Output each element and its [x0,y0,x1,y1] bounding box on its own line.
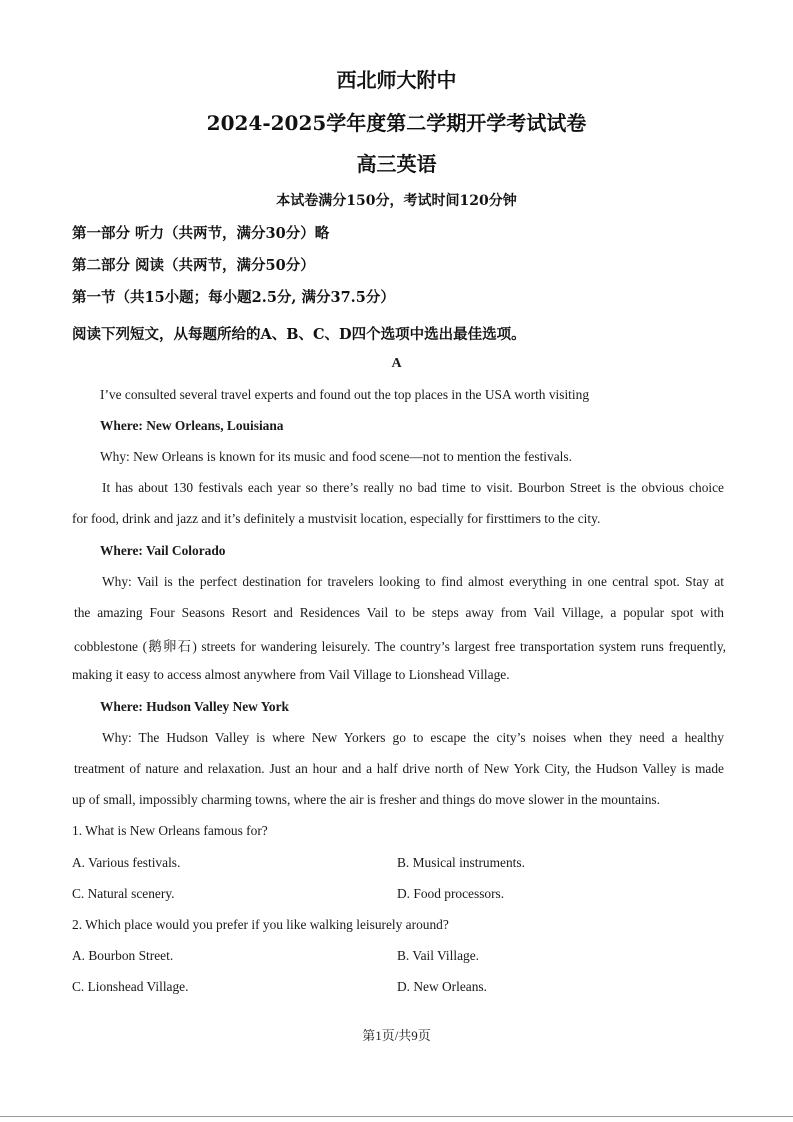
option-a: A. Various festivals. [72,855,181,870]
question-stem: 1. What is New Orleans famous for? [72,823,268,838]
option-d: D. Food processors. [397,886,505,901]
option-d: D. New Orleans. [397,979,487,994]
option-b: B. Musical instruments. [397,855,525,870]
passage-label: A [391,356,402,371]
place-where: Where: Hudson Valley New York [100,699,289,714]
paragraph-line: cobblestone (鹅卵石) streets for wandering leisurely. The country’s largest free transportation system runs frequently, [74,639,726,654]
paragraph-line: treatment of nature and relaxation. Just an hour and a half drive north of New York City, the Hudson Valley is made [74,761,724,776]
paragraph-line: Why: Vail is the perfect destination for travelers looking to find almost everything in one central spot. Stay at [102,574,724,589]
paragraph-line: up of small, impossibly charming towns, where the air is fresher and things do move slower in the mountains. [72,792,660,807]
option-a: A. Bourbon Street. [72,948,174,963]
place-where: Where: New Orleans, Louisiana [100,418,284,433]
section1-heading: 第一节（共15小题；每小题2.5分, 满分37.5分） [72,289,395,306]
score-info: 本试卷满分150分，考试时间120分钟 [276,193,517,209]
part1-heading: 第一部分 听力（共两节，满分30分）略 [72,225,330,242]
paragraph-line: for food, drink and jazz and it’s definitely a mustvisit location, especially for firsttimers to the city. [72,511,601,526]
option-b: B. Vail Village. [397,948,480,963]
option-c: C. Natural scenery. [72,886,175,901]
part2-heading: 第二部分 阅读（共两节，满分50分） [72,257,315,274]
option-c: C. Lionshead Village. [72,979,189,994]
paragraph-line: making it easy to access almost anywhere from Vail Village to Lionshead Village. [72,667,510,682]
paragraph-line: Why: The Hudson Valley is where New Yorkers go to escape the city’s noises when they need a healthy [102,730,724,745]
paragraph-line: It has about 130 festivals each year so there’s really no bad time to visit. Bourbon Street is the obvious choice [102,480,724,495]
subject-title: 高三英语 [356,152,437,176]
passage-intro: I’ve consulted several travel experts and found out the top places in the USA worth visiting [100,387,590,402]
school-name: 西北师大附中 [336,68,457,92]
place-why: Why: New Orleans is known for its music and food scene—not to mention the festivals. [100,449,572,464]
question-stem: 2. Which place would you prefer if you like walking leisurely around? [72,917,449,932]
bottom-divider [0,1116,793,1117]
paragraph-line: the amazing Four Seasons Resort and Residences Vail to be steps away from Vail Village, a popular spot with [74,605,724,620]
instruction: 阅读下列短文，从每题所给的A、B、C、D四个选项中选出最佳选项。 [72,326,526,343]
exam-title: 2024-2025学年度第二学期开学考试试卷 [206,111,587,135]
place-where: Where: Vail Colorado [100,543,226,558]
page-footer: 第1页/共9页 [362,1028,431,1043]
